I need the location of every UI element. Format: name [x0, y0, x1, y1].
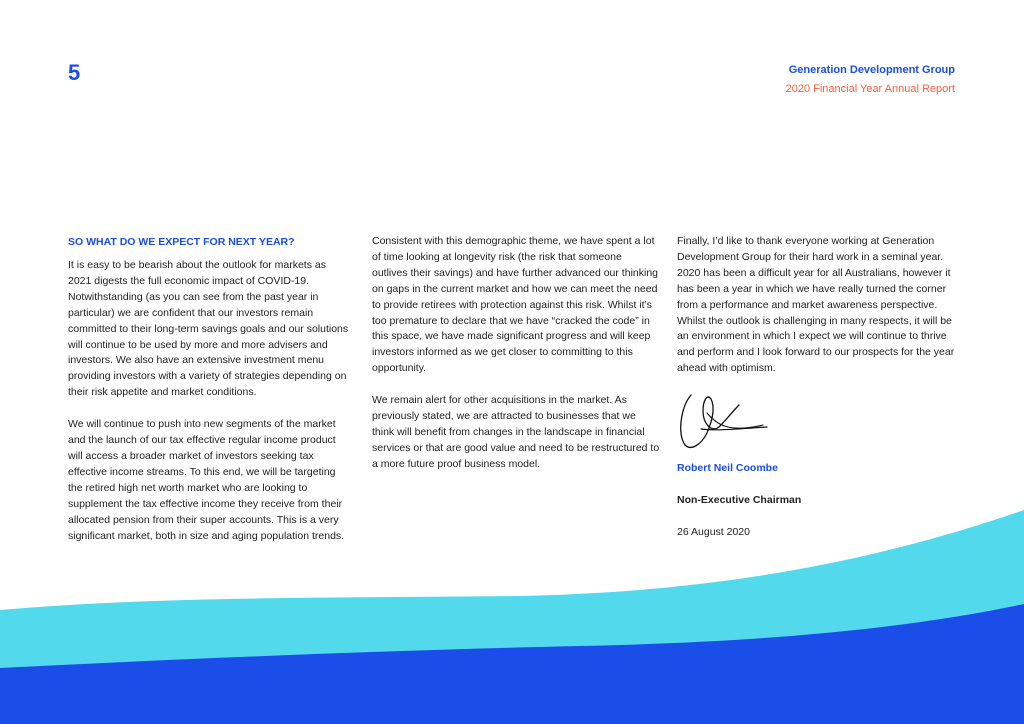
column-1 [68, 234, 352, 544]
page-number: 5 [68, 60, 81, 85]
page-header [786, 61, 955, 99]
paragraph: Consistent with this demographic theme, we have spent a lot of time looking at longevity risk (the risk that someone outlives their savings) and have further advanced our thinking on gaps in the current market and how we can meet the need to provide retirees with protection against this risk. Whilst it’s too premature to declare that we have “cracked the code” in this space, we have made significant progress and will keep investors informed as we get closer to committing to this opportunity. [372, 235, 659, 375]
company-name: Generation Development Group [788, 64, 955, 76]
paragraph: We will continue to push into new segments of the market and the launch of our tax effective regular income product will access a broader market of investors seeking tax effective income streams. To this end, we will be targeting the retired high net worth market who are looking to supplement the tax effective income they receive from their allocated pension from their super accounts. This is a very significant market, both in size and aging population trends. [68, 418, 345, 542]
signature-image [677, 389, 777, 453]
section-heading: SO WHAT DO WE EXPECT FOR NEXT YEAR? [68, 236, 295, 248]
column-3 [677, 234, 962, 541]
paragraph: Finally, I’d like to thank everyone working at Generation Development Group for their hard work in a seminal year. 2020 has been a difficult year for all Australians, however it has been a year in which we have really turned the corner from a performance and market awareness perspective. Whilst the outlook is challenging in many respects, it will be an environment in which I expect we will continue to thrive and perform and I look forward to our prospects for the year ahead with optimism. [677, 235, 955, 375]
column-2 [372, 234, 660, 473]
paragraph: It is easy to be bearish about the outlook for markets as 2021 digests the full economic impact of COVID-19. Notwithstanding (as you can see from the past year in particular) we are confident that our investors remain committed to their long-term savings goals and our solutions will continue to be used by more and more advisers and investors. We also have an extensive investment menu providing investors with a variety of strategies depending on their risk appetite and market conditions. [68, 259, 349, 399]
paragraph: We remain alert for other acquisitions in the market. As previously stated, we are attracted to businesses that we think will benefit from changes in the landscape in financial services or that are good value and need to be restructured to a more future proof business model. [372, 394, 660, 470]
decorative-waves [0, 500, 1024, 724]
signatory-name: Robert Neil Coombe [677, 462, 778, 475]
report-title: 2020 Financial Year Annual Report [785, 83, 955, 95]
signatory-title: Non-Executive Chairman [677, 494, 802, 507]
signature-date: 26 August 2020 [677, 525, 750, 538]
